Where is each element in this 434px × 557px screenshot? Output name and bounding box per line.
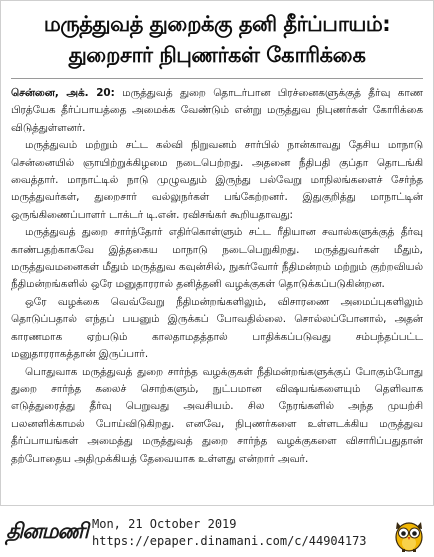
paragraph-4: ஒரே வழக்கை வெவ்வேறு நீதிமன்றங்களிலும், விசாரணை அமைப்புகளிலும் தொடுப்பதால் எந்தப் பயனும் இருக்கப் போவதில்லை. சொல்லப்போனால், அதன் காரணமாக ஏற்படும் காலதாமதத்தால் பாதிக்கப்படுவது சம்பந்தப்பட்ட மனுதாரராகத்தான் இருப்பார். (11, 295, 423, 361)
paragraph-5: பொதுவாக மருத்துவத் துறை சார்ந்த வழக்குகள் நீதிமன்றங்களுக்குப் போகும்போது துறை சார்ந்த கலைச் சொற்களும், நுட்பமான விஷயங்களையும் தெளிவாக எடுத்துரைத்து தீர்வு பெறுவது அவசியம். சில நேரங்களில் அந்த முயற்சி பலனளிக்காமல் போய்விடுகிறது. எனவே, நிபுணர்களை உள்ளடக்கிய மருத்துவ தீர்ப்பாயங்கள் அமைத்து மருத்துவத் துறை சார்ந்த வழக்குகளை விசாரிப்பதுதான் தற்போதைய அதிமுக்கியத் தேவையாக உள்ளது என்றார் அவர். (11, 365, 423, 465)
epaper-footer (0, 506, 434, 557)
headline-divider (11, 78, 423, 79)
publication-date: Mon, 21 October 2019 (92, 517, 237, 531)
headline (15, 9, 419, 71)
dinamani-logo: தினமணி (6, 518, 88, 543)
paragraph-1 (11, 85, 423, 137)
paragraph-2: மருத்துவம் மற்றும் சட்ட கல்வி நிறுவனம் சார்பில் நான்காவது தேசிய மாநாடு சென்னையில் ஞாயிற்றுக்கிழமை நடைபெற்றது. அதனை நீதிபதி குப்தா தொடங்கி வைத்தார். மாநாட்டில் நாடு முழுவதும் இருந்து பல்வேறு மாநிலங்களைச் சேர்ந்த மருத்துவர்கள், துறைசார் வல்லுநர்கள் பங்கேற்றனர். இதுகுறித்து மாநாட்டின் ஒருங்கிணைப்பாளர் டாக்டர் டி.என். ரவிசங்கர் கூறியதாவது: (11, 139, 423, 221)
owl-mascot-icon (392, 516, 426, 554)
headline-line-2: துறைசார் நிபுணர்கள் கோரிக்கை (68, 43, 366, 67)
dateline: சென்னை, அக். 20: (11, 87, 115, 99)
epaper-url[interactable]: https://epaper.dinamani.com/c/44904173 (92, 534, 367, 548)
paragraph-1-text: மருத்துவத் துறை தொடர்பான பிரச்னைகளுக்குத் தீர்வு காண பிரத்யேக தீர்ப்பாயத்தை அமைக்க வேண்டும் என்று மருத்துவ நிபுணர்கள் கோரிக்கை விடுத்துள்ளனர். (11, 87, 423, 134)
footer-meta (92, 516, 367, 550)
article-body (11, 85, 423, 468)
headline-line-1: மருத்துவத் துறைக்கு தனி தீர்ப்பாயம்: (43, 12, 391, 36)
paragraph-3: மருத்துவத் துறை சார்ந்தோர் எதிர்கொள்ளும் சட்ட ரீதியான சவால்களுக்குத் தீர்வு காண்பதற்காகவே இத்தகைய மாநாடு நடைபெறுகிறது. மருத்துவர்கள் மீதும், மருத்துவமனைகள் மீதும் மருத்துவ கவுன்சில், நுகர்வோர் நீதிமன்றம் மற்றும் குற்றவியல் நீதிமன்றங்களில் ஒரே மனுதாரரால் தனித்தனி வழக்குகள் தொடுக்கப்படுகின்றன. (11, 226, 423, 291)
